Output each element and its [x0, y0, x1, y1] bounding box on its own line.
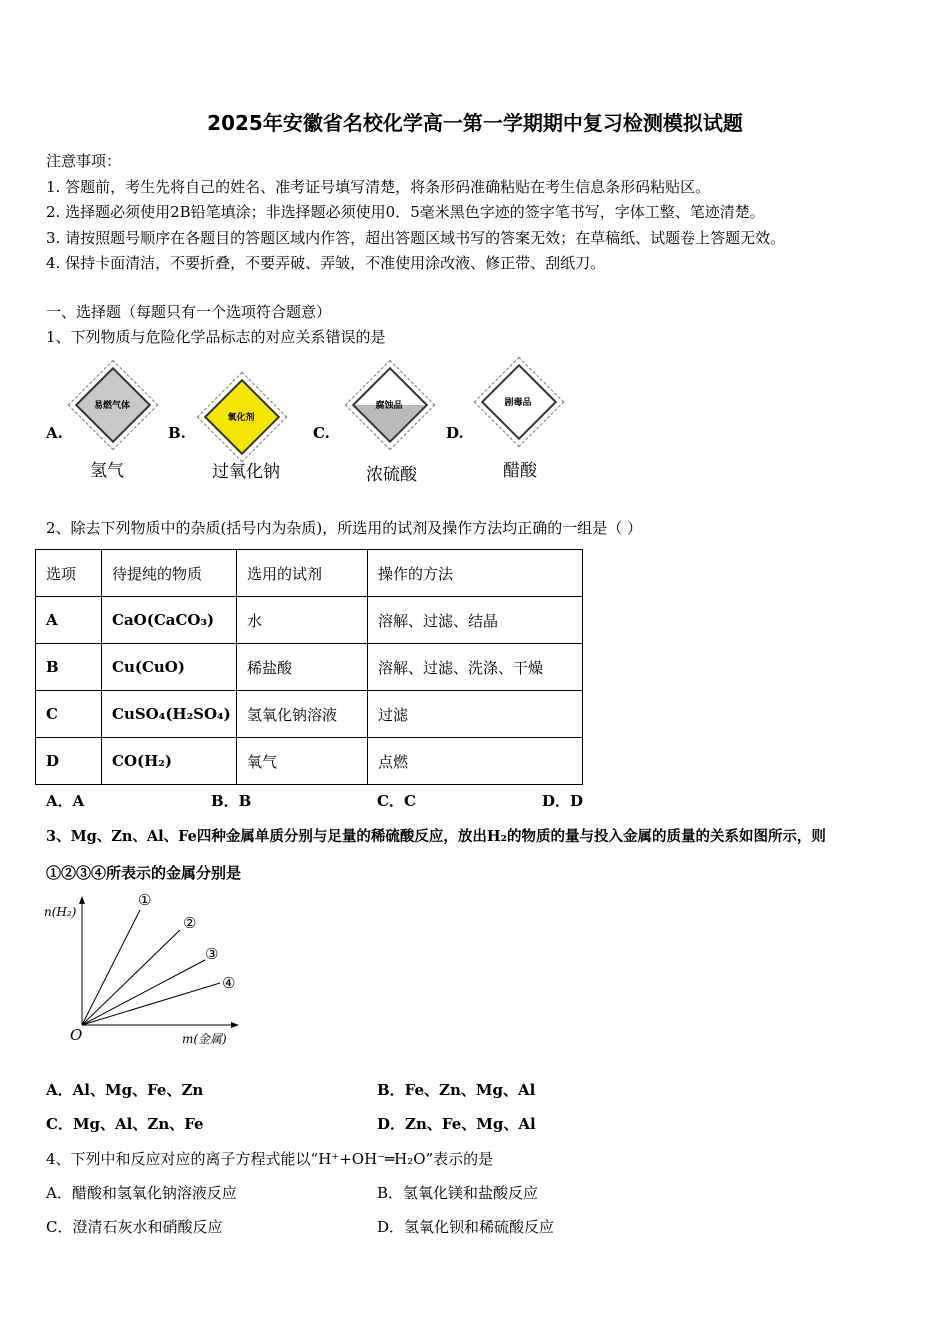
cell: 过滤	[368, 691, 583, 738]
q3-stem-line1: 3、Mg、Zn、Al、Fe四种金属单质分别与足量的稀硫酸反应，放出H₂的物质的量与投入金属的质量的关系如图所示，则	[46, 828, 826, 845]
line-4	[82, 983, 220, 1025]
corrosive-sign-icon: 腐蚀品	[353, 368, 425, 440]
q1-option-c-name: 浓硫酸	[366, 465, 417, 485]
cell: 水	[237, 597, 368, 644]
table-header-row	[36, 550, 583, 597]
table-row	[36, 738, 583, 785]
oxidizer-sign-icon: 氧化剂	[205, 380, 277, 452]
q3-option-a: A．Al、Mg、Fe、Zn	[46, 1081, 204, 1099]
table-row	[36, 597, 583, 644]
header-cell: 选项	[36, 550, 102, 597]
header-cell: 选用的试剂	[237, 550, 368, 597]
toxic-sign-icon: 剧毒品	[482, 365, 554, 437]
q2-answer-d: D．D	[542, 792, 584, 810]
table-row	[36, 644, 583, 691]
note-item: 3. 请按照题号顺序在各题目的答题区域内作答，超出答题区域书写的答案无效；在草稿纸、试题卷上答题无效。	[46, 229, 786, 247]
q2-answer-a: A．A	[46, 792, 85, 810]
q2-stem: 2、除去下列物质中的杂质(括号内为杂质)，所选用的试剂及操作方法均正确的一组是（ ）	[46, 519, 643, 537]
cell: 溶解、过滤、洗涤、干燥	[368, 644, 583, 691]
q1-option-d-name: 醋酸	[503, 461, 537, 481]
line-2-label: ②	[183, 914, 197, 932]
cell: CO(H₂)	[102, 738, 237, 785]
cell: Cu(CuO)	[102, 644, 237, 691]
q1-option-a-letter: A.	[46, 424, 63, 442]
q2-table	[35, 549, 583, 785]
q2-answer-b: B．B	[211, 792, 252, 810]
section-heading: 一、选择题（每题只有一个选项符合题意）	[46, 303, 332, 321]
line-1-label: ①	[138, 891, 152, 909]
cell: 氢氧化钠溶液	[237, 691, 368, 738]
q3-option-b: B．Fe、Zn、Mg、Al	[377, 1081, 536, 1099]
y-axis-arrow	[79, 896, 85, 904]
cell: 溶解、过滤、结晶	[368, 597, 583, 644]
line-1	[82, 910, 140, 1025]
cell: D	[36, 738, 102, 785]
q1-option-b-name: 过氧化钠	[212, 462, 280, 482]
q1-option-c-letter: C.	[313, 424, 330, 442]
q4-option-a: A．醋酸和氢氧化钠溶液反应	[46, 1184, 237, 1202]
origin-label: O	[70, 1026, 83, 1044]
x-axis-label: m(金属)	[182, 1032, 227, 1046]
q4-stem: 4、下列中和反应对应的离子方程式能以“H⁺+OH⁻═H₂O”表示的是	[46, 1150, 494, 1168]
header-cell: 待提纯的物质	[102, 550, 237, 597]
q2-answer-c: C．C	[377, 792, 416, 810]
cell: A	[36, 597, 102, 644]
line-4-label: ④	[222, 974, 236, 992]
page-title: 2025年安徽省名校化学高一第一学期期中复习检测模拟试题	[207, 111, 743, 135]
cell: 氧气	[237, 738, 368, 785]
line-3	[82, 960, 205, 1025]
q1-option-b-letter: B.	[168, 424, 186, 442]
q1-option-d-letter: D.	[446, 424, 464, 442]
cell: 点燃	[368, 738, 583, 785]
q3-option-c: C．Mg、Al、Zn、Fe	[46, 1115, 204, 1133]
flammable-gas-sign-icon: 易燃气体	[76, 368, 148, 440]
q1-option-a-name: 氢气	[90, 461, 124, 481]
q4-option-c: C．澄清石灰水和硝酸反应	[46, 1218, 223, 1236]
header-cell: 操作的方法	[368, 550, 583, 597]
cell: B	[36, 644, 102, 691]
note-item: 4. 保持卡面清洁，不要折叠，不要弄破、弄皱，不准使用涂改液、修正带、刮纸刀。	[46, 254, 606, 272]
table-row	[36, 691, 583, 738]
q4-option-d: D．氢氧化钡和稀硫酸反应	[377, 1218, 555, 1236]
line-3-label: ③	[205, 945, 219, 963]
line-2	[82, 930, 180, 1025]
y-axis-label: n(H₂)	[44, 905, 77, 919]
cell: 稀盐酸	[237, 644, 368, 691]
q3-stem-line2: ①②③④所表示的金属分别是	[46, 864, 242, 882]
q1-stem: 1、下列物质与危险化学品标志的对应关系错误的是	[46, 328, 386, 346]
x-axis-arrow	[231, 1022, 239, 1028]
note-item: 2. 选择题必须使用2B铅笔填涂；非选择题必须使用0．5毫米黑色字迹的签字笔书写，字体工整、笔迹清楚。	[46, 203, 765, 221]
cell: CaO(CaCO₃)	[102, 597, 237, 644]
notes-heading: 注意事项：	[46, 152, 122, 170]
cell: C	[36, 691, 102, 738]
q4-option-b: B．氢氧化镁和盐酸反应	[377, 1184, 539, 1202]
q3-option-d: D．Zn、Fe、Mg、Al	[377, 1115, 536, 1133]
cell: CuSO₄(H₂SO₄)	[102, 691, 237, 738]
note-item: 1. 答题前，考生先将自己的姓名、准考证号填写清楚，将条形码准确粘贴在考生信息条形码粘贴区。	[46, 178, 711, 196]
